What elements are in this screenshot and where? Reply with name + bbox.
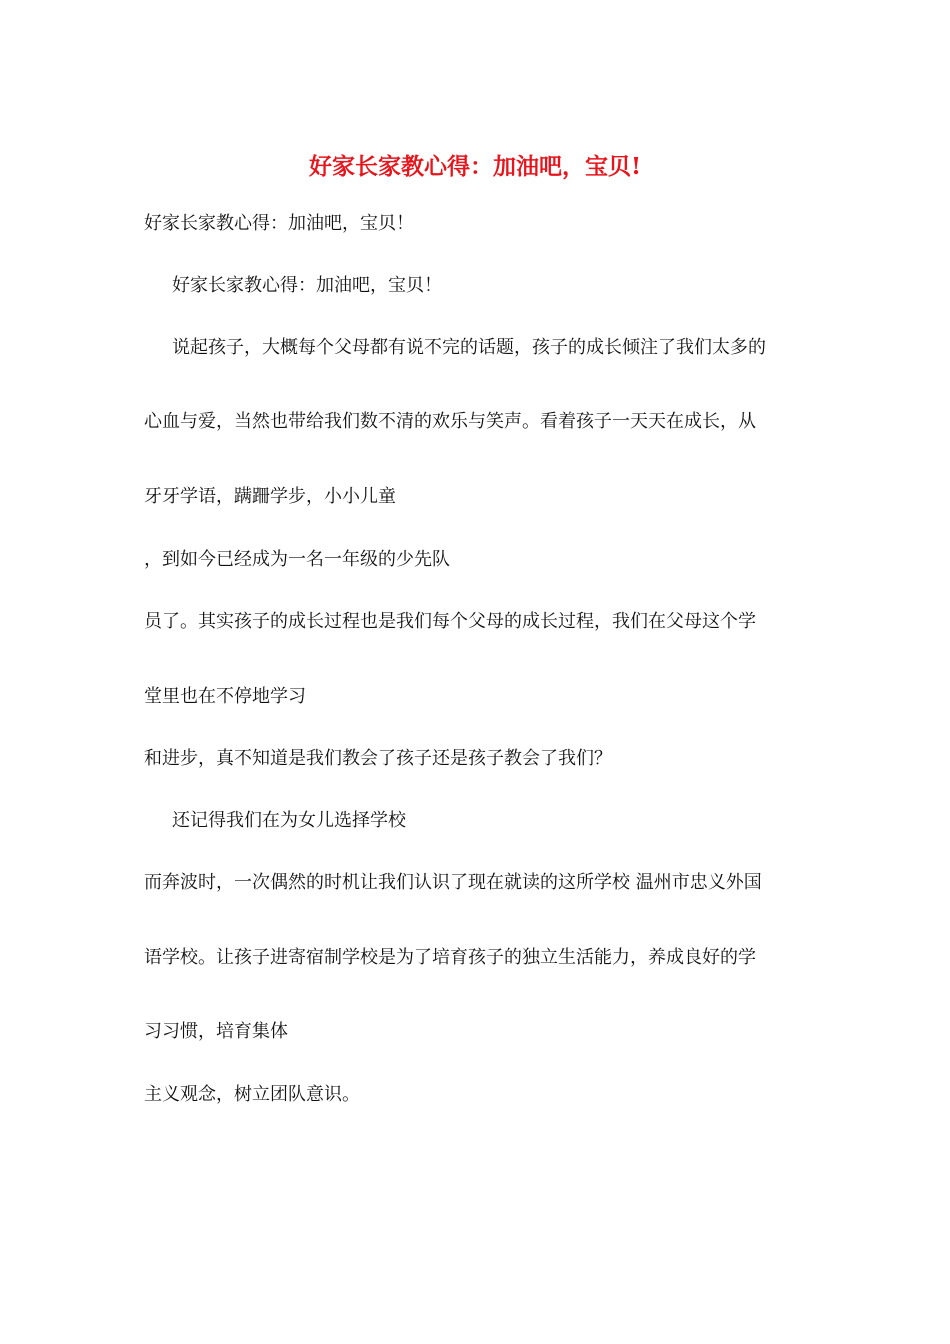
text-line: 说起孩子，大概每个父母都有说不完的话题，孩子的成长倾注了我们太多的 [172, 337, 766, 358]
text-line: 和进步，真不知道是我们教会了孩子还是孩子教会了我们？ [144, 748, 612, 769]
text-line: 还记得我们在为女儿选择学校 [172, 810, 406, 831]
text-line: 语学校。让孩子进寄宿制学校是为了培育孩子的独立生活能力，养成良好的学 [144, 947, 756, 968]
text-line: 员了。其实孩子的成长过程也是我们每个父母的成长过程，我们在父母这个学 [144, 611, 756, 632]
text-line: 堂里也在不停地学习 [144, 686, 306, 707]
text-line: 而奔波时，一次偶然的时机让我们认识了现在就读的这所学校 温州市忠义外国 [144, 872, 762, 893]
text-line: 心血与爱，当然也带给我们数不清的欢乐与笑声。看着孩子一天天在成长，从 [144, 411, 756, 432]
text-line: 主义观念，树立团队意识。 [144, 1084, 360, 1105]
text-line: ，到如今已经成为一名一年级的少先队 [144, 549, 450, 570]
text-line: 牙牙学语，蹒跚学步，小小儿童 [144, 486, 396, 507]
text-line: 好家长家教心得：加油吧，宝贝！ [144, 213, 414, 234]
text-line: 好家长家教心得：加油吧，宝贝！ [172, 275, 442, 296]
document-title: 好家长家教心得：加油吧，宝贝! [308, 153, 642, 180]
text-line: 习习惯，培育集体 [144, 1021, 288, 1042]
